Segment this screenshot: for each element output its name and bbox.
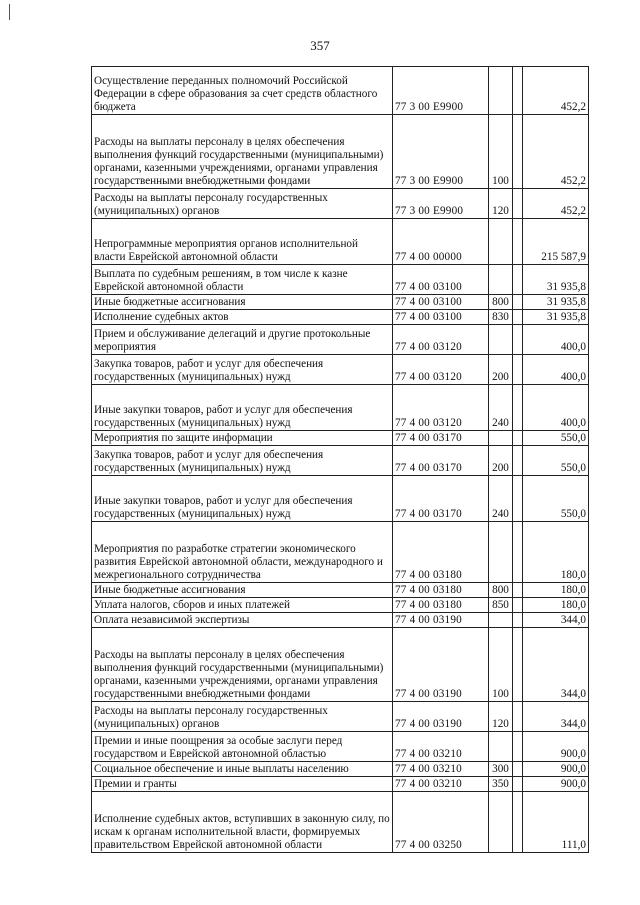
row-code-cell: 77 4 00 03100 bbox=[393, 295, 489, 310]
row-name-cell: Закупка товаров, работ и услуг для обеспечения государственных (муниципальных) нужд bbox=[92, 446, 393, 476]
row-name-cell: Уплата налогов, сборов и иных платежей bbox=[92, 598, 393, 613]
row-name-cell: Иные закупки товаров, работ и услуг для обеспечения государственных (муниципальных) нужд bbox=[92, 476, 393, 522]
scan-edge-mark bbox=[9, 4, 10, 20]
row-name-cell: Расходы на выплаты персоналу в целях обеспечения выполнения функций государственными (муниципальными) органами, казенными учреждениями, органами управления государственными внебюджетными фондами bbox=[92, 115, 393, 189]
row-code-cell: 77 4 00 03190 bbox=[393, 702, 489, 732]
row-expense-type-cell: 800 bbox=[489, 295, 513, 310]
row-expense-type-cell: 300 bbox=[489, 762, 513, 777]
row-name-cell: Закупка товаров, работ и услуг для обеспечения государственных (муниципальных) нужд bbox=[92, 355, 393, 385]
row-name-cell: Социальное обеспечение и иные выплаты населению bbox=[92, 762, 393, 777]
row-expense-type-cell: 830 bbox=[489, 310, 513, 325]
row-sum-cell: 452,2 bbox=[523, 189, 589, 219]
table-row bbox=[92, 385, 589, 431]
row-code-cell: 77 4 00 03120 bbox=[393, 355, 489, 385]
table-row bbox=[92, 598, 589, 613]
row-code-cell: 77 4 00 03120 bbox=[393, 385, 489, 431]
row-name-cell: Осуществление переданных полномочий Российской Федерации в сфере образования за счет средств областного бюджета bbox=[92, 67, 393, 115]
row-spacer-cell bbox=[513, 628, 523, 702]
row-expense-type-cell: 200 bbox=[489, 446, 513, 476]
row-name-cell: Иные бюджетные ассигнования bbox=[92, 583, 393, 598]
row-spacer-cell bbox=[513, 355, 523, 385]
row-name-cell: Премии и иные поощрения за особые заслуги перед государством и Еврейской автономной областью bbox=[92, 732, 393, 762]
row-name-cell: Исполнение судебных актов bbox=[92, 310, 393, 325]
table-row bbox=[92, 325, 589, 355]
row-sum-cell: 344,0 bbox=[523, 613, 589, 628]
row-name-cell: Оплата независимой экспертизы bbox=[92, 613, 393, 628]
row-spacer-cell bbox=[513, 792, 523, 853]
row-code-cell: 77 4 00 03210 bbox=[393, 777, 489, 792]
row-expense-type-cell: 240 bbox=[489, 385, 513, 431]
row-code-cell: 77 4 00 03250 bbox=[393, 792, 489, 853]
row-sum-cell: 180,0 bbox=[523, 583, 589, 598]
table-row bbox=[92, 295, 589, 310]
row-sum-cell: 31 935,8 bbox=[523, 295, 589, 310]
row-spacer-cell bbox=[513, 385, 523, 431]
row-sum-cell: 344,0 bbox=[523, 628, 589, 702]
row-expense-type-cell: 120 bbox=[489, 189, 513, 219]
table-row bbox=[92, 762, 589, 777]
row-expense-type-cell: 100 bbox=[489, 115, 513, 189]
row-spacer-cell bbox=[513, 732, 523, 762]
row-name-cell: Непрограммные мероприятия органов исполнительной власти Еврейской автономной области bbox=[92, 219, 393, 265]
table-row bbox=[92, 583, 589, 598]
row-sum-cell: 215 587,9 bbox=[523, 219, 589, 265]
page-number: 357 bbox=[310, 38, 330, 53]
budget-table bbox=[91, 66, 589, 853]
table-row bbox=[92, 628, 589, 702]
table-row bbox=[92, 522, 589, 583]
row-sum-cell: 400,0 bbox=[523, 325, 589, 355]
row-code-cell: 77 4 00 03170 bbox=[393, 446, 489, 476]
row-spacer-cell bbox=[513, 295, 523, 310]
table-row bbox=[92, 219, 589, 265]
row-expense-type-cell bbox=[489, 613, 513, 628]
table-row bbox=[92, 189, 589, 219]
table-row bbox=[92, 476, 589, 522]
row-sum-cell: 452,2 bbox=[523, 67, 589, 115]
row-name-cell: Премии и гранты bbox=[92, 777, 393, 792]
row-name-cell: Выплата по судебным решениям, в том числе к казне Еврейской автономной области bbox=[92, 265, 393, 295]
budget-table-body bbox=[92, 67, 589, 853]
row-name-cell: Расходы на выплаты персоналу государственных (муниципальных) органов bbox=[92, 702, 393, 732]
row-code-cell: 77 4 00 03170 bbox=[393, 476, 489, 522]
row-expense-type-cell bbox=[489, 431, 513, 446]
row-expense-type-cell bbox=[489, 219, 513, 265]
row-spacer-cell bbox=[513, 265, 523, 295]
row-code-cell: 77 3 00 Е9900 bbox=[393, 115, 489, 189]
row-name-cell: Расходы на выплаты персоналу государственных (муниципальных) органов bbox=[92, 189, 393, 219]
row-code-cell: 77 4 00 03120 bbox=[393, 325, 489, 355]
row-spacer-cell bbox=[513, 446, 523, 476]
row-sum-cell: 180,0 bbox=[523, 598, 589, 613]
row-expense-type-cell: 100 bbox=[489, 628, 513, 702]
row-sum-cell: 31 935,8 bbox=[523, 310, 589, 325]
table-row bbox=[92, 265, 589, 295]
row-expense-type-cell: 800 bbox=[489, 583, 513, 598]
table-row bbox=[92, 355, 589, 385]
row-sum-cell: 900,0 bbox=[523, 777, 589, 792]
row-spacer-cell bbox=[513, 189, 523, 219]
row-expense-type-cell bbox=[489, 265, 513, 295]
row-name-cell: Расходы на выплаты персоналу в целях обеспечения выполнения функций государственными (муниципальными) органами, казенными учреждениями, органами управления государственными внебюджетными фондами bbox=[92, 628, 393, 702]
table-row bbox=[92, 732, 589, 762]
row-expense-type-cell: 850 bbox=[489, 598, 513, 613]
row-sum-cell: 344,0 bbox=[523, 702, 589, 732]
table-row bbox=[92, 613, 589, 628]
row-code-cell: 77 4 00 03170 bbox=[393, 431, 489, 446]
row-code-cell: 77 3 00 Е9900 bbox=[393, 189, 489, 219]
row-code-cell: 77 4 00 03190 bbox=[393, 613, 489, 628]
row-expense-type-cell bbox=[489, 522, 513, 583]
row-name-cell: Исполнение судебных актов, вступивших в законную силу, по искам к органам исполнительной власти, формируемых правительством Еврейской автономной области bbox=[92, 792, 393, 853]
row-spacer-cell bbox=[513, 115, 523, 189]
table-row bbox=[92, 115, 589, 189]
row-expense-type-cell: 240 bbox=[489, 476, 513, 522]
row-spacer-cell bbox=[513, 598, 523, 613]
row-name-cell: Иные закупки товаров, работ и услуг для обеспечения государственных (муниципальных) нужд bbox=[92, 385, 393, 431]
row-sum-cell: 900,0 bbox=[523, 732, 589, 762]
row-name-cell: Мероприятия по защите информации bbox=[92, 431, 393, 446]
row-name-cell: Прием и обслуживание делегаций и другие протокольные мероприятия bbox=[92, 325, 393, 355]
row-spacer-cell bbox=[513, 476, 523, 522]
row-code-cell: 77 4 00 00000 bbox=[393, 219, 489, 265]
row-spacer-cell bbox=[513, 310, 523, 325]
row-code-cell: 77 3 00 Е9900 bbox=[393, 67, 489, 115]
table-row bbox=[92, 777, 589, 792]
table-row bbox=[92, 431, 589, 446]
table-row bbox=[92, 792, 589, 853]
row-spacer-cell bbox=[513, 325, 523, 355]
row-code-cell: 77 4 00 03190 bbox=[393, 628, 489, 702]
row-sum-cell: 180,0 bbox=[523, 522, 589, 583]
row-name-cell: Мероприятия по разработке стратегии экономического развития Еврейской автономной области, международного и межрегионального сотрудничества bbox=[92, 522, 393, 583]
row-code-cell: 77 4 00 03180 bbox=[393, 583, 489, 598]
row-code-cell: 77 4 00 03180 bbox=[393, 522, 489, 583]
row-spacer-cell bbox=[513, 431, 523, 446]
table-row bbox=[92, 702, 589, 732]
row-sum-cell: 452,2 bbox=[523, 115, 589, 189]
row-expense-type-cell: 200 bbox=[489, 355, 513, 385]
row-name-cell: Иные бюджетные ассигнования bbox=[92, 295, 393, 310]
row-sum-cell: 111,0 bbox=[523, 792, 589, 853]
row-expense-type-cell bbox=[489, 325, 513, 355]
row-code-cell: 77 4 00 03180 bbox=[393, 598, 489, 613]
row-expense-type-cell: 120 bbox=[489, 702, 513, 732]
row-sum-cell: 900,0 bbox=[523, 762, 589, 777]
row-sum-cell: 31 935,8 bbox=[523, 265, 589, 295]
row-sum-cell: 550,0 bbox=[523, 446, 589, 476]
row-expense-type-cell: 350 bbox=[489, 777, 513, 792]
row-spacer-cell bbox=[513, 762, 523, 777]
row-expense-type-cell bbox=[489, 792, 513, 853]
table-row bbox=[92, 310, 589, 325]
row-sum-cell: 400,0 bbox=[523, 385, 589, 431]
row-spacer-cell bbox=[513, 219, 523, 265]
row-expense-type-cell bbox=[489, 732, 513, 762]
row-spacer-cell bbox=[513, 777, 523, 792]
row-spacer-cell bbox=[513, 613, 523, 628]
row-sum-cell: 550,0 bbox=[523, 431, 589, 446]
row-expense-type-cell bbox=[489, 67, 513, 115]
row-code-cell: 77 4 00 03100 bbox=[393, 265, 489, 295]
row-code-cell: 77 4 00 03100 bbox=[393, 310, 489, 325]
row-sum-cell: 550,0 bbox=[523, 476, 589, 522]
row-code-cell: 77 4 00 03210 bbox=[393, 732, 489, 762]
row-spacer-cell bbox=[513, 522, 523, 583]
row-spacer-cell bbox=[513, 702, 523, 732]
row-code-cell: 77 4 00 03210 bbox=[393, 762, 489, 777]
table-row bbox=[92, 446, 589, 476]
row-spacer-cell bbox=[513, 67, 523, 115]
row-spacer-cell bbox=[513, 583, 523, 598]
table-row bbox=[92, 67, 589, 115]
row-sum-cell: 400,0 bbox=[523, 355, 589, 385]
